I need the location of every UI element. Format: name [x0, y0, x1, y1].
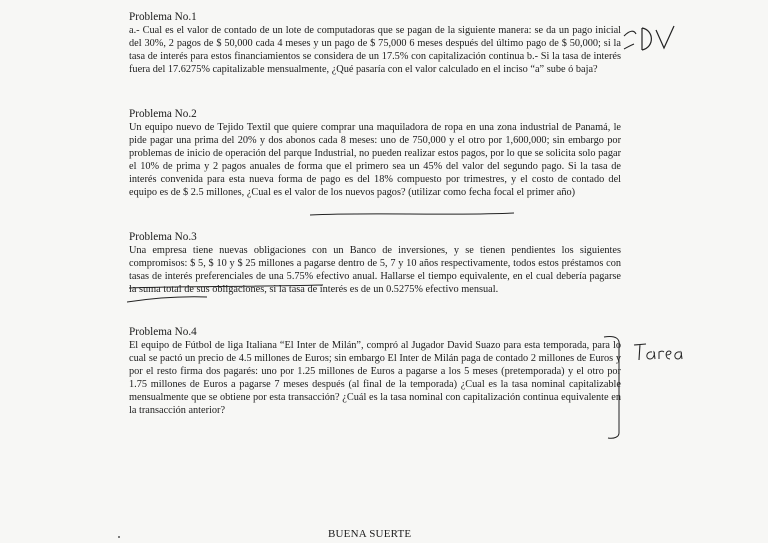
problem-2	[129, 107, 621, 199]
problem-3-title: Problema No.3	[129, 231, 197, 243]
problem-2-title: Problema No.2	[129, 108, 197, 120]
problem-1-text: a.- Cual es el valor de contado de un lote de computadoras que se pagan de la siguiente manera: se da un pago inicial del 30%, 2 pagos de $ 50,000 cada 4 meses y un pago de $ 75,000 6 meses después del último pago de $ 50,000; si la tasa de interés para estos financiamientos se considera de un 17.5% con capitalización continua b.- Si la tasa de interés fuera del 17.6275% capitalizable mensualmente, ¿Qué pasaría con el valor calculado en el inciso “a” sube ó baja?	[129, 25, 621, 75]
problem-3-text: Una empresa tiene nuevas obligaciones con un Banco de inversiones, y se tienen pendientes los siguientes compromisos: $ 5, $ 10 y $ 25 millones a pagarse dentro de 5, 7 y 10 años respectivamente, todos estos préstamos con tasas de interés preferenciales de una 5.75% efectivo anual. Hallarse el tiempo equivalente, en el cual debería pagarse la suma total de sus obligaciones, si la tasa de interés es de un 0.5275% efectivo mensual.	[129, 245, 621, 295]
problem-4-title: Problema No.4	[129, 326, 197, 338]
handwritten-dv-note	[622, 22, 682, 56]
footer-text: BUENA SUERTE	[328, 528, 412, 540]
handwritten-tarea-note	[632, 340, 684, 364]
problem-4-text: El equipo de Fútbol de liga Italiana “El Inter de Milán”, compró al Jugador David Suazo para esta temporada, para lo cual se pactó un precio de 4.5 millones de Euros; sin embargo El Inter de Milán paga de contado 2 millones de Euros y por el resto firma dos pagarés: uno por 1.25 millones de Euros a pagarse a los 5 meses (pretemporada) y el otro por 1.75 millones de Euros a pagarse 7 meses después (al final de la temporada) ¿Cual es la tasa nominal capitalizable mensualmente que se obtiene por esta transacción? ¿Cuál es la tasa nominal con capitalización continua equivalente en la transacción anterior?	[129, 340, 621, 416]
problem-1	[129, 10, 621, 77]
problem-3	[129, 230, 621, 297]
problem-1-title: Problema No.1	[129, 11, 197, 23]
handwritten-underline-focal-date	[308, 209, 518, 219]
problem-4	[129, 325, 621, 417]
stray-dot	[118, 536, 120, 538]
problem-2-text: Un equipo nuevo de Tejido Textil que quiere comprar una maquiladora de ropa en una zona industrial de Panamá, le pide pagar una prima del 20% y dos abonos cada 8 meses: uno de 750,000 y el otro por 1,600,000; sin embargo por problemas de inicio de operación del parque Industrial, no pueden realizar estos pagos, por lo que se solicita solo pagar el 10% de prima y 2 pagos anuales de forma que el primero sea un 45% del valor del segundo pago. Si la tasa de interés convenida para esta nueva forma de pago es del 18% compuesto por trimestres, y el costo de contado del equipo es de $ 2.5 millones, ¿Cual es el valor de los nuevos pagos? (utilizar como fecha focal el primer año)	[129, 122, 621, 198]
